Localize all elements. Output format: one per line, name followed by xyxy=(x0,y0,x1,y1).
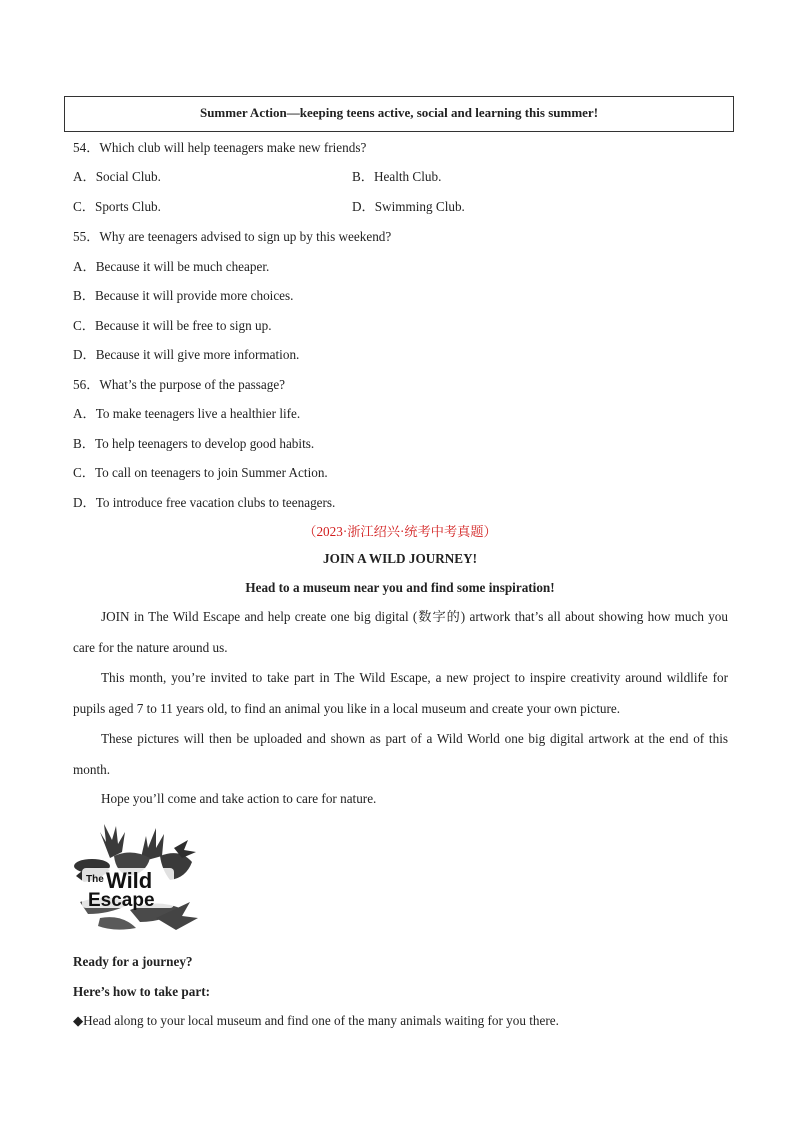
question-54-option-a: A．Social Club. xyxy=(73,169,161,184)
wild-escape-logo-graphic xyxy=(70,818,204,942)
svg-text:Escape: Escape xyxy=(88,890,155,911)
question-56-stem: 56．What’s the purpose of the passage? xyxy=(73,377,286,392)
ready-heading: Ready for a journey? xyxy=(73,954,193,969)
how-heading: Here’s how to take part: xyxy=(73,984,210,999)
box-title: Summer Action—keeping teens active, social and learning this summer! xyxy=(199,105,599,120)
passage-title-box xyxy=(64,96,734,132)
paragraph-2: This month, you’re invited to take part in The Wild Escape, a new project to inspire creativity around wildlife for pupils aged 7 to 11 years old, to find an animal you like in a local museum and create your own picture. xyxy=(73,670,728,716)
question-56-option-b: B．To help teenagers to develop good habits. xyxy=(73,436,315,451)
question-55-option-b: B．Because it will provide more choices. xyxy=(73,288,294,303)
paragraph-1: JOIN in The Wild Escape and help create one big digital (数字的) artwork that’s all about showing how much you care for the nature around us. xyxy=(73,609,728,655)
question-56-option-d: D．To introduce free vacation clubs to teenagers. xyxy=(73,495,336,510)
question-54-option-d: D．Swimming Club. xyxy=(352,199,465,214)
question-56-option-a: A．To make teenagers live a healthier life. xyxy=(73,406,301,421)
paragraph-3: These pictures will then be uploaded and shown as part of a Wild World one big digital artwork at the end of this month. xyxy=(73,731,728,777)
question-55-option-d: D．Because it will give more information. xyxy=(73,347,300,362)
source-label: （2023·浙江绍兴·统考中考真题） xyxy=(303,524,497,539)
question-55-stem: 55．Why are teenagers advised to sign up by this weekend? xyxy=(73,229,392,244)
question-56-option-c: C．To call on teenagers to join Summer Action. xyxy=(73,465,328,480)
passage-subtitle: Head to a museum near you and find some inspiration! xyxy=(245,580,555,595)
svg-text:The: The xyxy=(86,874,104,885)
bullet-item: ◆Head along to your local museum and find one of the many animals waiting for you there. xyxy=(73,1013,559,1028)
question-54-stem: 54．Which club will help teenagers make new friends? xyxy=(73,140,367,155)
question-55-option-c: C．Because it will be free to sign up. xyxy=(73,318,272,333)
question-54-option-b: B．Health Club. xyxy=(352,169,442,184)
passage-title: JOIN A WILD JOURNEY! xyxy=(323,551,477,566)
question-55-option-a: A．Because it will be much cheaper. xyxy=(73,259,270,274)
wild-escape-logo xyxy=(70,818,204,942)
paragraph-4: Hope you’ll come and take action to care for nature. xyxy=(101,791,377,806)
svg-text:Wild: Wild xyxy=(106,868,153,893)
question-54-option-c: C．Sports Club. xyxy=(73,199,161,214)
